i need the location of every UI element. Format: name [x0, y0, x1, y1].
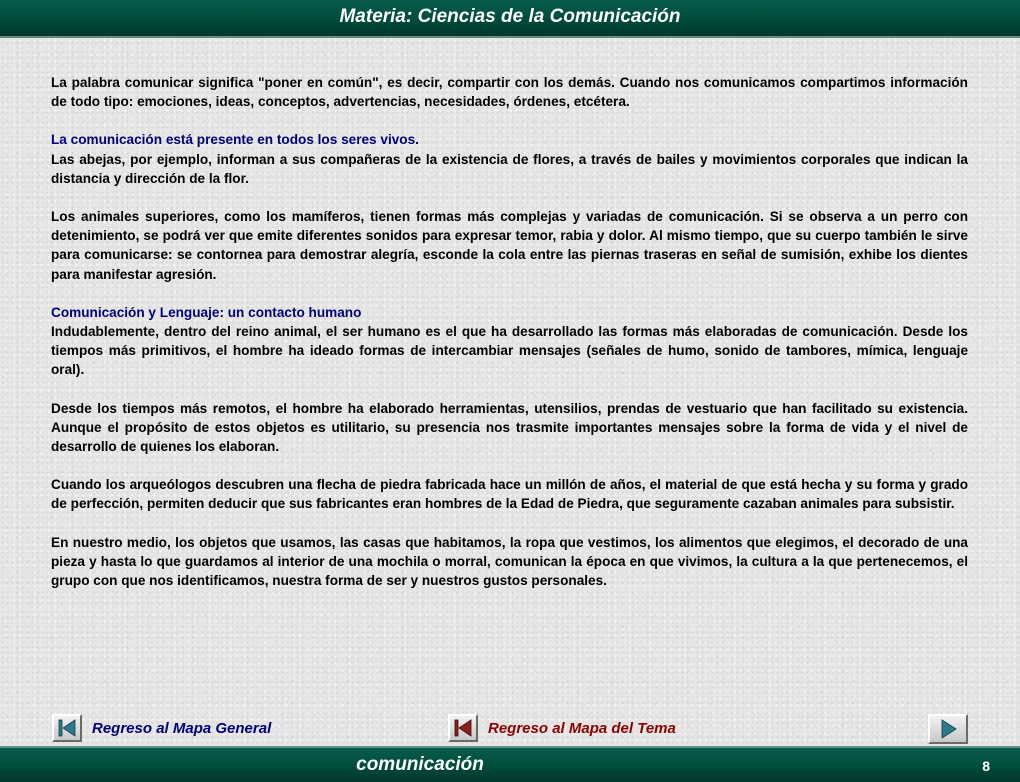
navigation-bar: [0, 714, 1020, 742]
page-title: Materia: Ciencias de la Comunicación: [339, 6, 681, 27]
header-bar: [0, 0, 1020, 38]
mapa-tema-link[interactable]: Regreso al Mapa del Tema: [488, 720, 676, 737]
paragraph-6: Cuando los arqueólogos descubren una flecha de piedra fabricada hace un millón de años, el material de que está hecha y su forma y grado de perfección, permiten deducir que sus fabricantes eran hombres de la Edad de Piedra, que seguramente cazaban animales para subsistir.: [51, 477, 968, 512]
subheading-seres-vivos: La comunicación está presente en todos los seres vivos.: [51, 132, 419, 148]
paragraph-3: Los animales superiores, como los mamíferos, tienen formas más complejas y variadas de comunicación. Si se observa a un perro con detenimiento, se podrá ver que emite diferentes sonidos para expresar temor, rabia y dolor. Al mismo tiempo, que su cuerpo también le sirve para comunicarse: se contornea para demostrar alegría, esconde la cola entre las piernas traseras en señal de sumisión, exhibe los dientes para manifestar agresión.: [51, 209, 968, 282]
footer-bar: [0, 746, 1020, 782]
footer-title: comunicación: [356, 754, 484, 775]
mapa-general-button[interactable]: [52, 714, 82, 742]
mapa-tema-button[interactable]: [448, 714, 478, 742]
subheading-lenguaje: Comunicación y Lenguaje: un contacto humano: [51, 304, 362, 320]
first-page-icon: [54, 716, 80, 740]
mapa-general-link[interactable]: Regreso al Mapa General: [92, 720, 272, 737]
next-page-button[interactable]: [928, 714, 968, 744]
paragraph-5: Desde los tiempos más remotos, el hombre ha elaborado herramientas, utensilios, prendas de vestuario que han facilitado su existencia. Aunque el propósito de estos objetos es utilitario, su presencia nos trasmite importantes mensajes sobre la forma de vida y el nivel de desarrollo de quienes los elaboran.: [51, 400, 968, 455]
paragraph-4: Indudablemente, dentro del reino animal, el ser humano es el que ha desarrollado las formas más elaboradas de comunicación. Desde los tiempos más primitivos, el hombre ha ideado formas de intercambiar mensajes (señales de humo, sonido de tambores, mímica, lenguaje oral).: [51, 324, 968, 378]
paragraph-1: La palabra comunicar significa "poner en común", es decir, compartir con los demás. Cuando nos comunicamos compartimos información de todo tipo: emociones, ideas, conceptos, advertencias, necesidades, órdenes, etcétera.: [51, 75, 968, 110]
paragraph-7: En nuestro medio, los objetos que usamos, las casas que habitamos, la ropa que vestimos, los alimentos que elegimos, el decorado de una pieza y hasta lo que guardamos al interior de una mochila o morral, comunican la época en que vivimos, la cultura a la que pertenecemos, el grupo con que nos identificamos, nuestra forma de ser y nuestros gustos personales.: [51, 534, 968, 589]
page-number: 8: [982, 758, 990, 774]
paragraph-2: Las abejas, por ejemplo, informan a sus compañeras de la existencia de flores, a través de bailes y movimientos corporales que indican la distancia y dirección de la flor.: [51, 151, 968, 186]
first-page-icon: [450, 716, 476, 740]
next-page-icon: [930, 716, 966, 742]
main-content: [51, 73, 968, 590]
